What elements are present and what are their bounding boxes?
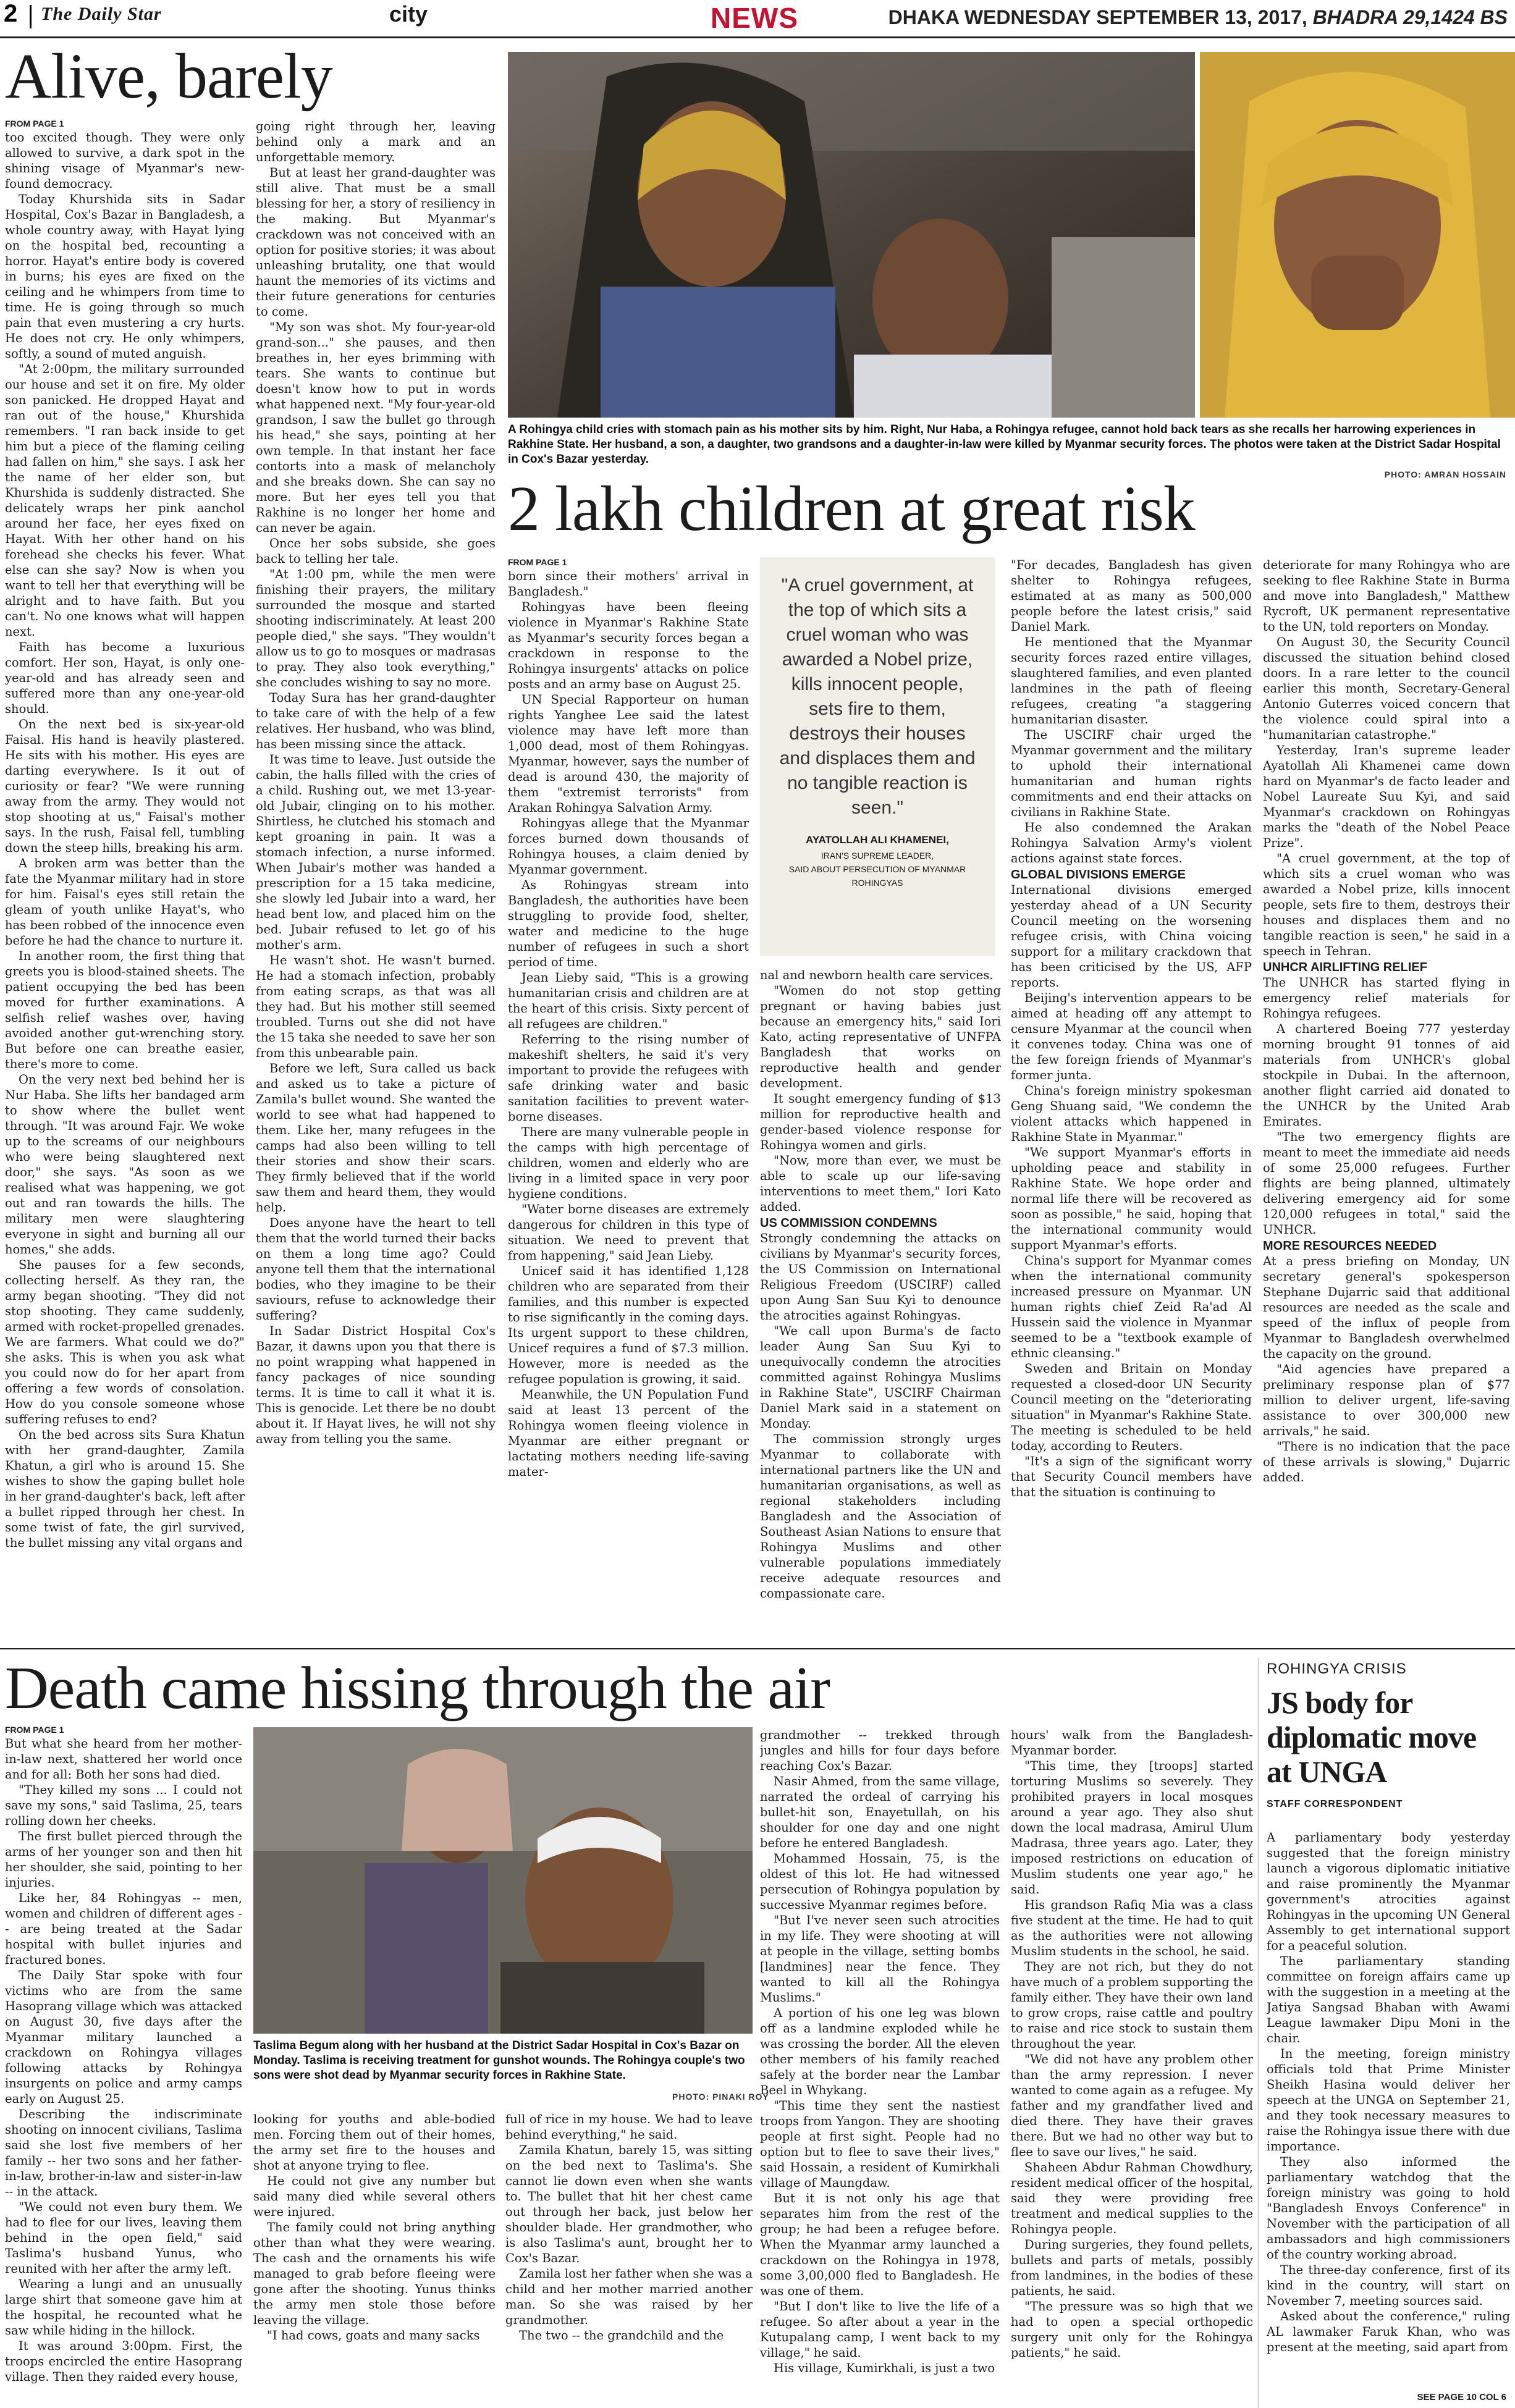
death-column-2 <box>253 2111 496 2408</box>
death-column-5 <box>1011 1727 1253 2408</box>
paragraph: "At 1:00 pm, while the men were finishing their prayers, the military surrounded the mosque and started shooting indiscriminately. At least 200 people died," she says. "They wouldn't allow us to go to mosques or madrasas to pray. They also took everything," she concludes wishing to say no more. <box>256 567 496 689</box>
paragraph: On the bed across sits Sura Khatun with her grand-daughter, Zamila Khatun, a girl who is around 15. She wishes to show the gaping bullet hole in her grand-daughter's back, left after a bullet ripped through her chest. In some twist of fate, the girl survived, the bullet missing any vital organs and <box>5 1428 245 1550</box>
masthead-divider <box>30 5 32 28</box>
from-page-label: FROM PAGE 1 <box>508 557 567 567</box>
section-label: city <box>389 1 428 27</box>
alive-column-2 <box>256 119 496 1638</box>
continued-see-page: SEE PAGE 10 COL 6 <box>1417 2392 1506 2402</box>
paragraph: There are many vulnerable people in the camps with high percentage of children, women and elderly who are living in a limited space in very poor hygiene conditions. <box>508 1125 749 1201</box>
paragraph: "This time they sent the nastiest troops from Yangon. They are shooting people at first sight. People had no option but to flee to save their lives," said Hossain, a resident of Kumirkhali village of Maungdaw. <box>760 2099 1000 2190</box>
paragraph: Yesterday, Iran's supreme leader Ayatollah Ali Khamenei came down hard on Myanmar's de facto leader and Nobel Laureate Suu Kyi, and said Myanmar's crackdown on Rohingyas marks the "death of the Nobel Peace Prize". <box>1263 743 1510 850</box>
paragraph: Today Sura has her grand-daughter to take care of with the help of a few relatives. Her husband, who was blind, has been missing since the attack. <box>256 691 496 751</box>
newspaper-logo: The Daily Star <box>41 4 162 24</box>
paragraph: "This time, they [troops] started torturing Muslims so severely. They prohibited prayers in local mosques around a year ago. They also shut down the local madrasa, Amirul Ulum Madrasa, three years ago. Later, they imposed restrictions on education of Muslim students one year ago," he said. <box>1011 1759 1253 1897</box>
paragraph: "At 2:00pm, the military surrounded our house and set it on fire. My older son panicked. He dropped Hayat and ran out of the house," Khurshida remembers. "I ran back inside to get him but a piece of the flaming ceiling had fallen on him," she says. I ask her the name of her elder son, but Khurshida is suddenly distracted. She delicately wraps her pink aanchol around her face, her eyes fixed on Hayat. With her other hand on his forehead she checks his fever. What else can she say? Now is when you want to tell her that everything will be alright and to have faith. But you can't. No one knows what will happen next. <box>5 362 245 639</box>
paragraph: But what she heard from her mother-in-law next, shattered her world once and for all: Both her sons had died. <box>5 1737 242 1782</box>
paragraph: He also condemned the Arakan Rohingya Salvation Army's violent actions against state forces. <box>1011 820 1252 865</box>
children-column-1 <box>508 557 749 1638</box>
pull-quote-context: SAID ABOUT PERSECUTION OF MYANMAR ROHINGYAS <box>788 864 966 888</box>
paragraph: going right through her, leaving behind only a mark and an unforgettable memory. <box>256 119 496 164</box>
paragraph: But it is not only his age that separates him from the rest of the group; he had been a refugee before. When the Myanmar army launched a crackdown on the Rohingya in 1978, some 3,00,000 fled to Bangladesh. He was one of them. <box>760 2191 1000 2298</box>
paragraph: Zamila Khatun, barely 15, was sitting on the bed next to Taslima's. She cannot lie down even when she wants to. The bullet that hit her chest came out through her back, just below her shoulder blade. Her grandmother, who is also Taslima's aunt, brought her to Cox's Bazar. <box>505 2143 753 2265</box>
js-kicker: ROHINGYA CRISIS <box>1267 1661 1407 1677</box>
paragraph: Today Khurshida sits in Sadar Hospital, Cox's Bazar in Bangladesh, a whole country away, with Hayat lying on the hospital bed, recounting a horror. Hayat's entire body is covered in burns; his eyes are fixed on the ceiling and he whimpers from time to time. He is going through so much pain that even mustering a cry hurts. He does not cry. He only whimpers, softly, a sound of muted anguish. <box>5 192 245 361</box>
paragraph: Meanwhile, the UN Population Fund said at least 13 percent of the Rohingya women fleeing violence in Myanmar are either pregnant or lactating mothers needing life-saving mater- <box>508 1387 749 1479</box>
paragraph: China's support for Myanmar comes when the international community increased pressure on Myanmar. UN human rights chief Zeid Ra'ad Al Hussein said the violence in Myanmar seemed to be a "textbook example of ethnic cleansing." <box>1011 1253 1252 1360</box>
paragraph: Asked about the conference," ruling AL lawmaker Faruk Khan, who was present at the meeting, said apart from <box>1267 2309 1510 2354</box>
paragraph: deteriorate for many Rohingya who are seeking to flee Rakhine State in Burma and move into Bangladesh," Matthew Rycroft, UK permanent representative to the UN, told reporters on Monday. <box>1263 558 1510 634</box>
paragraph: In the meeting, foreign ministry officials told that Prime Minister Sheikh Hasina would deliver her speech at the UNGA on September 21, and they took necessary measures to raise the Rohingya issue there with due importance. <box>1267 2047 1510 2153</box>
pull-quote <box>760 557 995 956</box>
paragraph: It was around 3:00pm. First, the troops encircled the entire Hasoprang village. Then they raided every house, <box>5 2339 242 2384</box>
paragraph: He could not give any number but said many died while several others were injured. <box>253 2174 496 2219</box>
section-divider <box>0 1648 1515 1649</box>
paragraph: Shaheen Abdur Rahman Chowdhury, resident medical officer of the hospital, said they were providing free treatment and medical supplies to the Rohingya people. <box>1011 2160 1253 2236</box>
paragraph: "They killed my sons ... I could not save my sons," said Taslima, 25, tears rolling down her cheeks. <box>5 1783 242 1828</box>
sidebar-divider <box>1258 1658 1259 2408</box>
paragraph: Zamila lost her father when she was a child and her mother married another man. So she was raised by her grandmother. <box>505 2267 753 2327</box>
paragraph: Beijing's intervention appears to be aimed at heading off any attempt to censure Myanmar at the council when it convenes today. China was one of the few foreign friends of Myanmar's former junta. <box>1011 991 1252 1082</box>
paragraph: They are not rich, but they do not have much of a problem supporting the family either. They have their own land to grow crops, raise cattle and poultry to raise and rice stock to sustain them throughout the year. <box>1011 1960 1253 2051</box>
paragraph: "We support Myanmar's efforts in upholding peace and stability in Rakhine State. We hope order and normal life there will be recovered as soon as possible," he said, hoping that the international community would support Myanmar's efforts. <box>1011 1145 1252 1252</box>
paragraph: On August 30, the Security Council discussed the situation behind closed doors. In a rare letter to the council earlier this month, Secretary-General Antonio Guterres voiced concern that the violence could spiral into a "humanitarian catastrophe." <box>1263 635 1510 742</box>
paragraph: Sweden and Britain on Monday requested a closed-door UN Security Council meeting on the "deteriorating situation" in Myanmar's Rakhine State. The meeting is scheduled to be held today, according to Reuters. <box>1011 1362 1252 1453</box>
paragraph: "My son was shot. My four-year-old grand-son..." she pauses, and then breathes in, her eyes brimming with tears. She wants to continue but doesn't know how to put in words what happened next. "My four-year-old grandson, I saw the bullet go through his head," she says, pointing at her own temple. In that instant her face contorts into a mask of melancholy and she breaks down. She can say no more. But her eyes tell you that Rakhine is no longer her home and can never be again. <box>256 320 496 535</box>
paragraph: Describing the indiscriminate shooting on innocent civilians, Taslima said she lost five members of her family -- her two sons and her father-in-law, brother-in-law and sister-in-law -- in the attack. <box>5 2107 242 2199</box>
paragraph: born since their mothers' arrival in Bangladesh." <box>508 569 749 599</box>
paragraph: A portion of his one leg was blown off as a landmine exploded while he was crossing the border. All the eleven other members of his family reached safely at the border near the Lambar Beel in Whykang. <box>760 2006 1000 2097</box>
paragraph: A broken arm was better than the fate the Myanmar military had in store for him. Faisal's eyes still retain the gleam of youth unlike Hayat's, who has been robbed of the innocence even before he had the chance to nurture it. <box>5 856 245 948</box>
paragraph: Does anyone have the heart to tell them that the world turned their backs on them a long time ago? Could anyone tell them that the international bodies, who they imagine to be their saviours, refuse to acknowledge their suffering? <box>256 1216 496 1323</box>
paragraph: nal and newborn health care services. <box>760 968 994 982</box>
paragraph: "For decades, Bangladesh has given shelter to Rohingya refugees, estimated at as many as 500,000 people before the latest crisis," said Daniel Mark. <box>1011 558 1252 634</box>
paragraph: But at least her grand-daughter was still alive. That must be a small blessing for her, a story of resiliency in the making. But Myanmar's crackdown was not conceived with an option for positive stories; it was about unleashing brutality, one that would haunt the memories of its victims and their future generations for centuries to come. <box>256 166 496 319</box>
paragraph: "But I don't like to live the life of a refugee. So after about a year in the Kutupalang camp, I went back to my village," he said. <box>760 2299 1000 2360</box>
subhead-more-resources: MORE RESOURCES NEEDED <box>1263 1239 1437 1253</box>
paragraph: As Rohingyas stream into Bangladesh, the authorities have been struggling to provide food, shelter, water and medicine to the huge number of refugees in such a short period of time. <box>508 878 749 969</box>
paragraph: "But I've never seen such atrocities in my life. They were shooting at will at people in the village, setting bombs [landmines] near the fence. They wanted to kill all the Rohingya Muslims." <box>760 1913 1000 2005</box>
paragraph: During surgeries, they found pellets, bullets and parts of metals, possibly from landmines, in the bodies of these patients, he said. <box>1011 2238 1253 2298</box>
paragraph: "We did not have any problem other than the army repression. I never wanted to come again as a refugee. My father and my grandfather lived and died there. They have their graves there. But we had no other way but to flee to save our lives," he said. <box>1011 2052 1253 2159</box>
death-column-3 <box>505 2111 753 2408</box>
subhead-us-commission: US COMMISSION CONDEMNS <box>760 1216 937 1230</box>
paragraph: Rohingyas allege that the Myanmar forces burned down thousands of Rohingya houses, a claim denied by Myanmar government. <box>508 816 749 877</box>
paragraph: It sought emergency funding of $13 million for reproductive health and gender-based violence response for Rohingya women and girls. <box>760 1092 1001 1152</box>
paragraph: Mohammed Hossain, 75, is the oldest of this lot. He had witnessed persecution of Rohingya population by successive Myanmar regimes before. <box>760 1851 1000 1912</box>
paragraph: It was time to leave. Just outside the cabin, the halls filled with the cries of a child. Rushing out, we met 13-year-old Jubair, clinging on to his mother. Shirtless, he clutched his stomach and kept groaning in pain. It was a stomach infection, a nurse informed. When Jubair's mother was handed a prescription for a 15 taka medicine, she slowly led Jubair into a ward, her head bent low, and placed him on the bed. Jubair refused to let go of his mother's arm. <box>256 752 496 952</box>
paragraph: UN Special Rapporteur on human rights Yanghee Lee said the latest violence may have left more than 1,000 dead, most of them Rohingyas. Myanmar, however, says the number of dead is around 430, the majority of them "extremist terrorists" from Arakan Rohingya Salvation Army. <box>508 693 749 815</box>
paragraph: Strongly condemning the attacks on civilians by Myanmar's security forces, the US Commission on International Religious Freedom (USCIRF) called upon Aung San Suu Kyi to denounce the atrocities against Rohingyas. <box>760 1231 1001 1323</box>
photo-taslima-and-husband <box>253 1727 753 2034</box>
paragraph: China's foreign ministry spokesman Geng Shuang said, "We condemn the violent attacks which happened in Rakhine State in Myanmar." <box>1011 1084 1252 1144</box>
paragraph: hours' walk from the Bangladesh-Myanmar border. <box>1011 1728 1253 1758</box>
paragraph: full of rice in my house. We had to leave behind everything," he said. <box>505 2112 753 2142</box>
paragraph: International divisions emerged yesterday ahead of a UN Security Council meeting on the worsening refugee crisis, with China voicing support for a military crackdown that has been criticised by the US, AFP reports. <box>1011 883 1252 990</box>
page-number: 2 <box>4 0 18 27</box>
paragraph: "We could not even bury them. We had to flee for our lives, leaving them behind in the open field," said Taslima's husband Yunus, who reunited with her after the army left. <box>5 2200 242 2276</box>
photo-mother-and-child <box>508 52 1195 418</box>
paragraph: At a press briefing on Monday, UN secretary general's spokesperson Stephane Dujarric said that additional resources are needed as the scale and speed of the influx of people from Myanmar to Bangladesh overwhelmed the capacity on the ground. <box>1263 1254 1510 1361</box>
paragraph: grandmother -- trekked through jungles and hills for four days before reaching Cox's Bazar. <box>760 1728 1000 1773</box>
paragraph: His grandson Rafiq Mia was a class five student at the time. He had to quit as the authorities were not allowing Muslim students in the school, he said. <box>1011 1898 1253 1958</box>
paragraph: Referring to the rising number of makeshift shelters, he said it's very important to provide the refugees with safe drinking water and basic sanitation facilities to prevent water-borne diseases. <box>508 1032 749 1124</box>
paragraph: On the very next bed behind her is Nur Haba. She lifts her bandaged arm to show where the bullet went through. "It was around Fajr. We woke up to the screams of our neighbours who were being slaughtered next door," she says. "As soon as we realised what was happening, we got out and ran towards the hills. The military men were slaughtering everyone in sight and burning all our homes," she adds. <box>5 1072 245 1257</box>
paragraph: "I had cows, goats and many sacks <box>267 2328 480 2343</box>
photo-nur-haba <box>1200 52 1515 418</box>
paragraph: "Aid agencies have prepared a preliminary response plan of $77 million to deliver urgent, life-saving assistance to over 300,000 new arrivals," he said. <box>1263 1362 1510 1438</box>
pull-quote-role: IRAN'S SUPREME LEADER, <box>821 851 934 861</box>
issue-date: DHAKA WEDNESDAY SEPTEMBER 13, 2017, BHADRA 29,1424 BS <box>888 6 1508 28</box>
paragraph: Faith has become a luxurious comfort. Her son, Hayat, is only one-year-old and has already seen and suffered more than any one-year-old should. <box>5 640 245 716</box>
paragraph: The three-day conference, first of its kind in the country, will start on November 7, meeting sources said. <box>1267 2263 1510 2308</box>
js-column <box>1267 1830 1510 2385</box>
paragraph: On the next bed is six-year-old Faisal. His hand is heavily plastered. He sits with his mother. His eyes are darting everywhere. Is it out of curiosity or fear? "We were running away from the army. They would not stop shooting at us," Faisal's mother says. In the rush, Faisal fell, tumbling down the steep hills, breaking his arm. <box>5 717 245 855</box>
pull-quote-text: "A cruel government, at the top of which sits a cruel woman who was awarded a Nobel prize, kills innocent people, sets fire to them, destroys their houses and displaces them and no tangible reaction is seen." <box>779 575 976 818</box>
subhead-unhcr-airlifting: UNHCR AIRLIFTING RELIEF <box>1263 961 1427 974</box>
paragraph: too excited though. They were only allowed to survive, a dark spot in the shining visage of Myanmar's new-found democracy. <box>5 130 245 191</box>
alive-column-1 <box>5 119 245 1638</box>
subhead-global-divisions: GLOBAL DIVISIONS EMERGE <box>1011 868 1186 882</box>
paragraph: "The pressure was so high that we had to open a special orthopedic surgery unit only for the Rohingya patients," he said. <box>1011 2299 1253 2360</box>
death-photo-caption: Taslima Begum along with her husband at the District Sadar Hospital in Cox's Bazar on Monday. Taslima is receiving treatment for gunshot wounds. The Rohingya couple's two sons were shot dead by Myanmar security forces in Rakhine State. <box>253 2039 745 2082</box>
news-label: NEWS <box>711 2 798 34</box>
js-byline: STAFF CORRESPONDENT <box>1267 1799 1403 1809</box>
headline-death-came-hissing: Death came hissing through the air <box>5 1655 830 1722</box>
paragraph: She pauses for a few seconds, collecting herself. As they ran, the army began shooting. "They did not stop shooting. They came suddenly, armed with rocket-propelled grenades. We are farmers. What could we do?" she asks. This is when you ask what you could now do for her apart from offering a few words of consolation. How do you console someone whose suffering refuses to end? <box>5 1258 245 1426</box>
paragraph: The Daily Star spoke with four victims who are from the same Hasoprang village which was attacked on August 30, five days after the Myanmar military launched a crackdown on Rohingya villages following attacks by Rohingya insurgents on police and army camps early on August 25. <box>5 1968 242 2106</box>
paragraph: The family could not bring anything other than what they were wearing. The cash and the ornaments his wife managed to grab before fleeing were gone after the shooting. Yunus thinks the army men stole those before leaving the village. <box>253 2220 496 2327</box>
paragraph: Nasir Ahmed, from the same village, narrated the ordeal of carrying his bullet-hit son, Enayetullah, on his shoulder for one day and one night before he entered Bangladesh. <box>760 1774 1000 1850</box>
paragraph: Unicef said it has identified 1,128 children who are separated from their families, and this number is expected to rise significantly in the coming days. Its urgent support to these children, Unicef requires a fund of $7.3 million. However, more is needed as the refugee population is growing, it said. <box>508 1264 749 1386</box>
children-column-2 <box>760 967 1001 1638</box>
headline-alive-barely: Alive, barely <box>5 41 332 112</box>
paragraph: The parliamentary standing committee on foreign affairs came up with the suggestion in a meeting at the Jatiya Sangsad Bhaban with Awami League lawmaker Dipu Moni in the chair. <box>1267 1954 1510 2045</box>
from-page-label: FROM PAGE 1 <box>5 119 64 128</box>
paragraph: Jean Lieby said, "This is a growing humanitarian crisis and children are at the heart of this crisis. Sixty percent of all refugees are children." <box>508 970 749 1031</box>
paragraph: "It's a sign of the significant worry that Security Council members have that the situation is continuing to <box>1011 1454 1252 1499</box>
paragraph: He mentioned that the Myanmar security forces razed entire villages, slaughtered families, and even planted landmines in the path of fleeing refugees, creating "a staggering humanitarian disaster. <box>1011 635 1252 726</box>
paragraph: They also informed the parliamentary watchdog that the foreign ministry was going to hold "Bangladesh Envoys Conference" in November with the participation of all ambassadors and high commissioners of the country working abroad. <box>1267 2155 1510 2262</box>
paragraph: A parliamentary body yesterday suggested that the foreign ministry launch a vigorous diplomatic initiative and raise prominently the Myanmar government's atrocities against Rohingyas in the upcoming UN General Assembly to get international support for a peaceful solution. <box>1267 1830 1510 1953</box>
paragraph: Once her sobs subside, she goes back to telling her tale. <box>256 536 496 566</box>
paragraph: In Sadar District Hospital Cox's Bazar, it dawns upon you that there is no point wrapping what happened in fancy packages of nice sounding terms. It is time to call it what it is. This is genocide. Let there be no doubt about it. If Hayat lives, he will not shy away from telling you the same. <box>256 1324 496 1446</box>
top-photo-credit: PHOTO: AMRAN HOSSAIN <box>1384 469 1506 479</box>
death-photo-credit: PHOTO: PINAKI ROY <box>672 2092 769 2102</box>
paragraph: His village, Kumirkhali, is just a two <box>774 2361 995 2375</box>
paragraph: "There is no indication that the pace of these arrivals is slowing," Dujarric added. <box>1263 1439 1510 1484</box>
masthead <box>0 0 1515 38</box>
paragraph: "Women do not stop getting pregnant or having babies just because an emergency hits," said Iori Kato, acting representative of UNFPA Bangladesh that works on reproductive health and gender development. <box>760 983 1001 1090</box>
top-photo-caption: A Rohingya child cries with stomach pain as his mother sits by him. Right, Nur Haba, a Rohingya refugee, cannot hold back tears as she recalls her harrowing experiences in Rakhine State. Her husband, a son, a daughter, two grandsons and a daughter-in-law were killed by Myanmar security forces. The photos were taken at the District Sadar Hospital in Cox's Bazar yesterday. <box>508 423 1501 466</box>
paragraph: "The two emergency flights are meant to meet the immediate aid needs of some 25,000 refugees. Further flights are being planned, ultimately delivering emergency aid for some 120,000 refugees in total," said the UNHCR. <box>1263 1130 1510 1237</box>
paragraph: "We call upon Burma's de facto leader Aung San Suu Kyi to unequivocally condemn the atrocities committed against Rohingya Muslims in Rakhine State", USCIRF Chairman Daniel Mark said in a statement on Monday. <box>760 1324 1001 1431</box>
paragraph: Wearing a lungi and an unusually large shirt that someone gave him at the hospital, he recounted what he saw while hiding in the hillock. <box>5 2277 242 2338</box>
children-column-3 <box>1011 557 1252 1638</box>
paragraph: "A cruel government, at the top of which sits a cruel woman who was awarded a Nobel prize, kills innocent people, sets fire to them, destroys their houses and displaces them and no tangible reaction is seen," he said in a speech in Tehran. <box>1263 851 1510 958</box>
paragraph: In another room, the first thing that greets you is blood-stained sheets. The patient occupying the bed has been moved for further examinations. A selfish relief washes over, having avoided another gut-wrenching story. But before one can breathe easier, there's more to come. <box>5 949 245 1071</box>
headline-js-body: JS body for diplomatic move at UNGA <box>1267 1685 1477 1789</box>
paragraph: A chartered Boeing 777 yesterday morning brought 91 tonnes of aid materials from UNHCR's global stockpile in Dubai. In the afternoon, another flight carried aid donated to the UNHCR by the United Arab Emirates. <box>1263 1022 1510 1129</box>
death-column-4 <box>760 1727 1000 2408</box>
children-column-4 <box>1263 557 1510 1638</box>
paragraph: Rohingyas have been fleeing violence in Myanmar's Rakhine State as Myanmar's security forces began a crackdown in response to the Rohingya insurgents' attacks on police posts and an army base on August 25. <box>508 600 749 691</box>
headline-children-at-risk: 2 lakh children at great risk <box>508 473 1195 544</box>
paragraph: The UNHCR has started flying in emergency relief materials for Rohingya refugees. <box>1263 975 1510 1021</box>
paragraph: He wasn't shot. He wasn't burned. He had a stomach infection, probably from eating scraps, as that was all they had. But his mother still seemed troubled. Turns out she did not have the 15 taka she needed to save her son from this unbearable pain. <box>256 953 496 1060</box>
paragraph: The commission strongly urges Myanmar to collaborate with international partners like the UN and humanitarian organisations, as well as regional stakeholders including Bangladesh and the Association of Southeast Asian Nations to ensure that Rohingya Muslims and other vulnerable populations immediately receive adequate resources and compassionate care. <box>760 1432 1001 1601</box>
paragraph: Like her, 84 Rohingyas -- men, women and children of different ages -- are being treated at the Sadar hospital with bullet injuries and fractured bones. <box>5 1891 242 1967</box>
death-column-1 <box>5 1725 242 2408</box>
paragraph: The two -- the grandchild and the <box>519 2328 724 2343</box>
pull-quote-author: AYATOLLAH ALI KHAMENEI, <box>806 834 949 846</box>
paragraph: The first bullet pierced through the arms of her younger son and then hit her shoulder, she said, pointing to her injuries. <box>5 1829 242 1890</box>
from-page-label: FROM PAGE 1 <box>5 1725 64 1735</box>
paragraph: "Water borne diseases are extremely dangerous for children in this type of situation. We need to prevent that from happening," said Jean Lieby. <box>508 1202 749 1263</box>
paragraph: "Now, more than ever, we must be able to scale up our life-saving interventions to meet them," Iori Kato added. <box>760 1153 1001 1214</box>
paragraph: looking for youths and able-bodied men. Forcing them out of their homes, the army set fire to the houses and shot at anyone trying to flee. <box>253 2112 496 2173</box>
paragraph: The USCIRF chair urged the Myanmar government and the military to uphold their international humanitarian and human rights commitments and end their attacks on civilians in Rakhine State. <box>1011 728 1252 819</box>
paragraph: Before we left, Sura called us back and asked us to take a picture of Zamila's bullet wound. She wanted the world to see what had happened to them. Like her, many refugees in the camps had also been willing to tell their stories and show their scars. They firmly believed that if the world saw them and heard them, they would help. <box>256 1061 496 1215</box>
